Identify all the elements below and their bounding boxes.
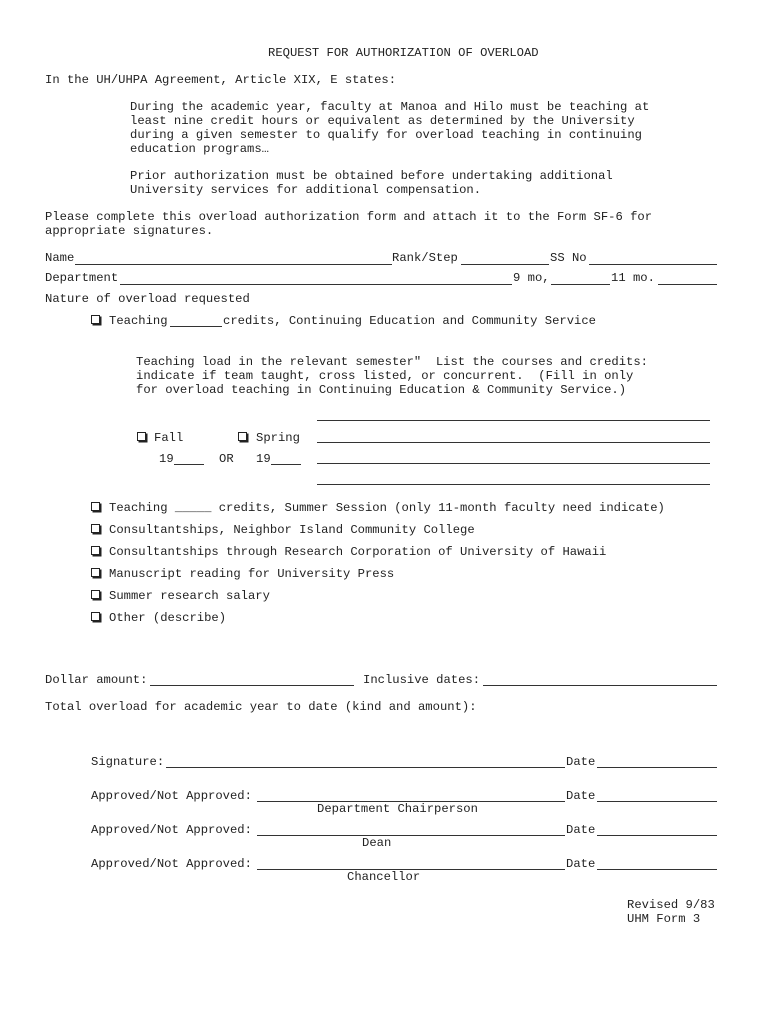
fall-year-field[interactable]	[174, 464, 204, 465]
approval-label: Approved/Not Approved:	[91, 789, 252, 803]
inclusive-dates-field[interactable]	[483, 685, 717, 686]
teaching-ce-suffix: credits, Continuing Education and Community Service	[223, 314, 596, 328]
spring-label: Spring	[256, 431, 300, 445]
summer-research-checkbox[interactable]	[91, 590, 100, 599]
department-field[interactable]	[120, 284, 512, 285]
manuscript-label: Manuscript reading for University Press	[109, 567, 395, 581]
course-line[interactable]	[317, 442, 710, 443]
department-label: Department	[45, 271, 119, 285]
form-number: UHM Form 3	[627, 912, 701, 926]
teaching-load-line: for overload teaching in Continuing Education & Community Service.)	[136, 383, 627, 397]
research-corp-label: Consultantships through Research Corporation of University of Hawaii	[109, 545, 607, 559]
course-line[interactable]	[317, 463, 710, 464]
dean-signature-field[interactable]	[257, 835, 565, 836]
ss-no-field[interactable]	[589, 264, 717, 265]
fall-label: Fall	[154, 431, 184, 445]
summer-session-label: Teaching _____ credits, Summer Session (only 11-month faculty need indicate)	[109, 501, 665, 515]
or-label: OR	[219, 452, 234, 466]
other-checkbox[interactable]	[91, 612, 100, 621]
dean-date-field[interactable]	[597, 835, 717, 836]
chancellor-role: Chancellor	[347, 870, 421, 884]
revision-note: Revised 9/83	[627, 898, 715, 912]
signature-label: Signature:	[91, 755, 165, 769]
teaching-load-line: indicate if team taught, cross listed, or concurrent. (Fill in only	[136, 369, 634, 383]
date-label: Date	[566, 857, 596, 871]
neighbor-island-label: Consultantships, Neighbor Island Community College	[109, 523, 475, 537]
quote-line: during a given semester to qualify for overload teaching in continuing	[130, 128, 642, 142]
date-label: Date	[566, 755, 596, 769]
total-overload-label: Total overload for academic year to date (kind and amount):	[45, 700, 477, 714]
quote-line: During the academic year, faculty at Manoa and Hilo must be teaching at	[130, 100, 650, 114]
quote-line: education programs…	[130, 142, 269, 156]
chancellor-date-field[interactable]	[597, 869, 717, 870]
summer-session-checkbox[interactable]	[91, 502, 100, 511]
neighbor-island-checkbox[interactable]	[91, 524, 100, 533]
chairperson-role: Department Chairperson	[317, 802, 478, 816]
summer-research-label: Summer research salary	[109, 589, 270, 603]
quote-line: least nine credit hours or equivalent as determined by the University	[130, 114, 635, 128]
research-corp-checkbox[interactable]	[91, 546, 100, 555]
rank-step-label: Rank/Step	[392, 251, 458, 265]
teaching-ce-prefix: Teaching	[109, 314, 168, 328]
chairperson-date-field[interactable]	[597, 801, 717, 802]
date-label: Date	[566, 823, 596, 837]
nine-mo-field[interactable]	[551, 284, 610, 285]
approval-label: Approved/Not Approved:	[91, 823, 252, 837]
quote-line: Prior authorization must be obtained before undertaking additional	[130, 169, 613, 183]
manuscript-checkbox[interactable]	[91, 568, 100, 577]
course-line[interactable]	[317, 420, 710, 421]
page-title: REQUEST FOR AUTHORIZATION OF OVERLOAD	[268, 46, 539, 60]
signature-field[interactable]	[166, 767, 565, 768]
name-field[interactable]	[75, 264, 392, 265]
nature-label: Nature of overload requested	[45, 292, 250, 306]
signature-date-field[interactable]	[597, 767, 717, 768]
spring-checkbox[interactable]	[238, 432, 247, 441]
dollar-amount-field[interactable]	[150, 685, 354, 686]
dean-role: Dean	[362, 836, 392, 850]
other-label: Other (describe)	[109, 611, 227, 625]
intro-text: In the UH/UHPA Agreement, Article XIX, E states:	[45, 73, 397, 87]
spring-year-prefix: 19	[256, 452, 271, 466]
teaching-ce-checkbox[interactable]	[91, 315, 100, 324]
quote-line: University services for additional compensation.	[130, 183, 482, 197]
ss-no-label: SS No	[550, 251, 587, 265]
nine-mo-label: 9 mo,	[513, 271, 550, 285]
fall-checkbox[interactable]	[137, 432, 146, 441]
instructions-line: Please complete this overload authorization form and attach it to the Form SF-6 for	[45, 210, 653, 224]
fall-year-prefix: 19	[159, 452, 174, 466]
teaching-load-line: Teaching load in the relevant semester" List the courses and credits:	[136, 355, 648, 369]
instructions-line: appropriate signatures.	[45, 224, 214, 238]
approval-label: Approved/Not Approved:	[91, 857, 252, 871]
teaching-ce-credits-field[interactable]	[170, 326, 222, 327]
course-line[interactable]	[317, 484, 710, 485]
name-label: Name	[45, 251, 75, 265]
spring-year-field[interactable]	[271, 464, 301, 465]
inclusive-dates-label: Inclusive dates:	[363, 673, 481, 687]
eleven-mo-label: 11 mo.	[611, 271, 655, 285]
date-label: Date	[566, 789, 596, 803]
dollar-amount-label: Dollar amount:	[45, 673, 148, 687]
eleven-mo-field[interactable]	[658, 284, 717, 285]
rank-step-field[interactable]	[461, 264, 549, 265]
